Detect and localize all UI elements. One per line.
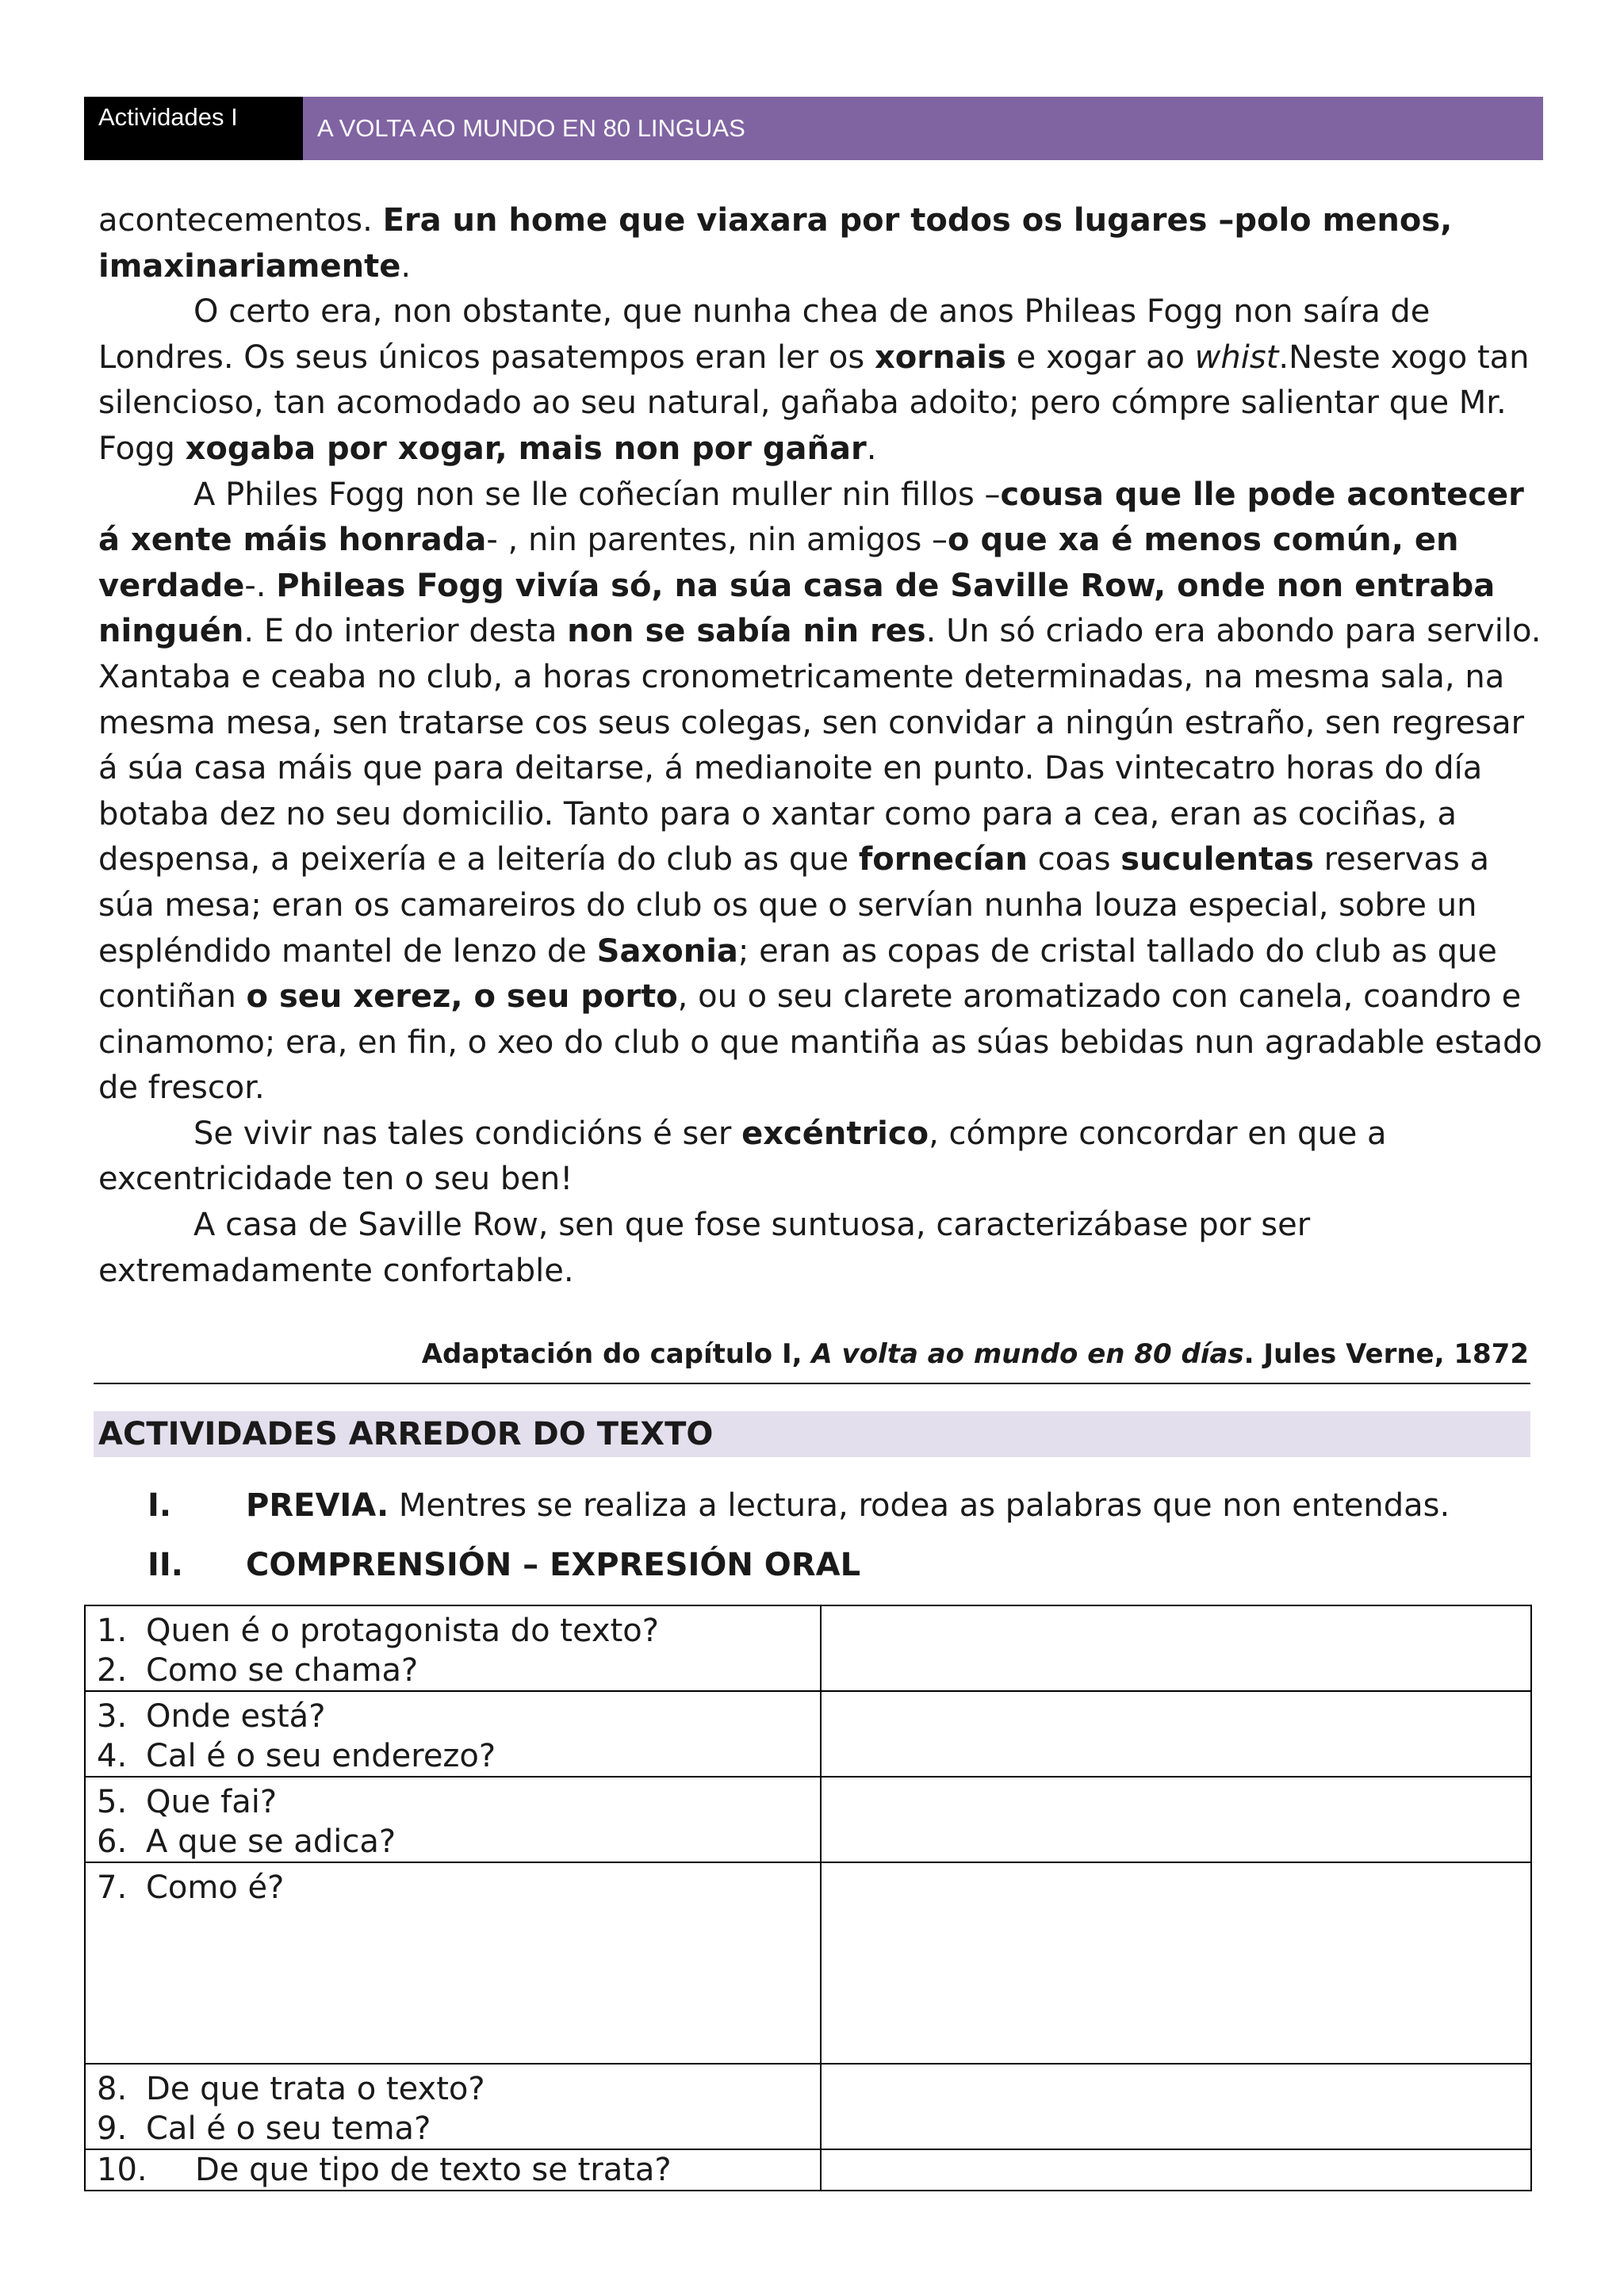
bold-run: Saxonia: [596, 932, 738, 970]
question-text: Como é?: [146, 1869, 285, 1906]
question-number: 7.: [97, 1869, 128, 1906]
question-text: A que se adica?: [146, 1823, 396, 1860]
bold-run: fornecían: [858, 841, 1028, 878]
bold-run: non se sabía nin res: [567, 613, 926, 650]
paragraph-4: [98, 1112, 1549, 1203]
answer-cell[interactable]: [821, 1777, 1531, 1862]
paragraph-3: [98, 473, 1549, 1112]
question-cell: [85, 2064, 821, 2149]
header-section-label: [84, 97, 303, 160]
question-cell: [85, 1691, 821, 1777]
bold-run: xogaba por xogar, mais non por gañar: [185, 430, 867, 467]
text-run: A Philes Fogg non se lle coñecían muller nin fillos –: [193, 476, 1001, 513]
answer-cell[interactable]: [821, 2149, 1531, 2191]
questions-table: [84, 1605, 1532, 2191]
text-run: reservas a súa mesa; eran os camareiros do club os que o servían nunha louza especial, sobre un espléndido mantel de lenzo de: [98, 841, 1490, 970]
question-text: Como se chama?: [146, 1652, 419, 1689]
text-run: ; eran as copas de cristal tallado do club as que contiñan: [98, 932, 1497, 1016]
table-row: [85, 2149, 1531, 2191]
text-run: .: [400, 247, 412, 285]
question-number: 3.: [97, 1698, 128, 1735]
text-run: acontecementos.: [98, 202, 383, 239]
question-text: Cal é o seu tema?: [146, 2110, 431, 2147]
paragraph-2: [98, 289, 1549, 472]
question-cell: [85, 1862, 821, 2064]
question-number: 8.: [97, 2071, 128, 2107]
table-row: [85, 1777, 1531, 1862]
question-text: De que tipo de texto se trata?: [195, 2152, 672, 2188]
text-run: . Un só criado era abondo para servilo. Xantaba e ceaba no club, a horas cronometricamente determinadas, na mesma sala, na mesma mesa, sen tratarse cos seus colegas, sen convidar a ningún estraño, sen regresar á súa casa máis que para deitarse, á medianoite en punto. Das vintecatro horas do día botaba dez no seu domicilio. Tanto para o xantar como para a cea, eran as cociñas, a despensa, a peixería e a leitería do club as que: [98, 613, 1542, 878]
question-text: Quen é o protagonista do texto?: [146, 1613, 659, 1649]
text-run: O certo era, non obstante, que nunha chea de anos Phileas Fogg non saíra de Londres. Os seus únicos pasatempos eran ler os: [98, 293, 1431, 376]
source-citation: [94, 1337, 1529, 1372]
bold-run: o seu xerez, o seu porto: [246, 978, 678, 1016]
activity-item-previa: [147, 1487, 1450, 1525]
answer-cell[interactable]: [821, 2064, 1531, 2149]
italic-run: whist: [1194, 339, 1279, 376]
table-row: [85, 1605, 1531, 1691]
bold-run: o que xa é menos común, en verdade: [98, 522, 1459, 604]
activity-number: II.: [147, 1547, 183, 1583]
bold-run: Era un home que viaxara por todos os lugares –polo menos, imaxinariamente: [98, 202, 1453, 285]
paragraph-1: [98, 198, 1549, 289]
source-book-title: A volta ao mundo en 80 días: [811, 1338, 1244, 1370]
question-text: De que trata o texto?: [146, 2071, 485, 2107]
text-run: coas: [1028, 841, 1121, 878]
section-label-text: Actividades I: [98, 103, 238, 131]
table-row: [85, 1691, 1531, 1777]
question-cell: [85, 2149, 821, 2191]
question-text: Cal é o seu enderezo?: [146, 1738, 496, 1774]
text-run: -.: [244, 567, 277, 604]
activity-text: Mentres se realiza a lectura, rodea as palabras que non entendas.: [389, 1487, 1450, 1524]
header-title: A VOLTA AO MUNDO EN 80 LINGUAS: [317, 114, 745, 142]
bold-run: xornais: [874, 339, 1006, 376]
text-run: Se vivir nas tales condicións é ser: [193, 1115, 742, 1152]
bold-run: Phileas Fogg vivía só, na súa casa de Saville Row, onde non entraba ninguén: [98, 567, 1496, 650]
answer-cell[interactable]: [821, 1862, 1531, 2064]
answer-cell[interactable]: [821, 1691, 1531, 1777]
divider: [94, 1383, 1530, 1384]
question-number: 9.: [97, 2110, 128, 2147]
question-text: Onde está?: [146, 1698, 326, 1735]
text-run: .: [866, 430, 877, 467]
bold-run: cousa que lle pode acontecer á xente máis honrada: [98, 476, 1524, 559]
text-run: , cómpre concordar en que a excentricidade ten o seu ben!: [98, 1115, 1387, 1198]
bold-run: excéntrico: [741, 1115, 929, 1152]
activity-label: COMPRENSIÓN – EXPRESIÓN ORAL: [246, 1547, 861, 1583]
paragraph-5: A casa de Saville Row, sen que fose suntuosa, caracterizábase por ser extremadamente confortable.: [98, 1207, 1311, 1289]
header-title-bar: [303, 97, 1543, 160]
table-row: [85, 2064, 1531, 2149]
activity-item-comprension: [147, 1546, 860, 1584]
question-number: 1.: [97, 1613, 128, 1649]
question-text: Que fai?: [146, 1784, 278, 1820]
bold-run: suculentas: [1120, 841, 1314, 878]
answer-cell[interactable]: [821, 1605, 1531, 1691]
activities-heading: ACTIVIDADES ARREDOR DO TEXTO: [94, 1411, 1530, 1457]
text-run: - , nin parentes, nin amigos –: [486, 522, 948, 559]
question-number: 4.: [97, 1738, 128, 1774]
text-run: e xogar ao: [1005, 339, 1195, 376]
text-run: , ou o seu clarete aromatizado con canela, coandro e cinamomo; era, en fin, o xeo do club o que mantiña as súas bebidas nun agradable estado de frescor.: [98, 978, 1542, 1107]
reading-text: [98, 198, 1549, 1294]
question-number: 10.: [97, 2152, 147, 2188]
activity-label: PREVIA.: [246, 1487, 389, 1524]
text-run: .Neste xogo tan silencioso, tan acomodado ao seu natural, gañaba adoito; pero cómpre salientar que Mr. Fogg: [98, 339, 1530, 467]
question-cell: [85, 1777, 821, 1862]
question-cell: [85, 1605, 821, 1691]
text-run: . E do interior desta: [243, 613, 568, 650]
table-row: [85, 1862, 1531, 2064]
activity-number: I.: [147, 1487, 172, 1524]
question-number: 2.: [97, 1652, 128, 1689]
source-suffix: . Jules Verne, 1872: [1243, 1338, 1529, 1370]
question-number: 6.: [97, 1823, 128, 1860]
source-prefix: Adaptación do capítulo I,: [421, 1338, 812, 1370]
question-number: 5.: [97, 1784, 128, 1820]
